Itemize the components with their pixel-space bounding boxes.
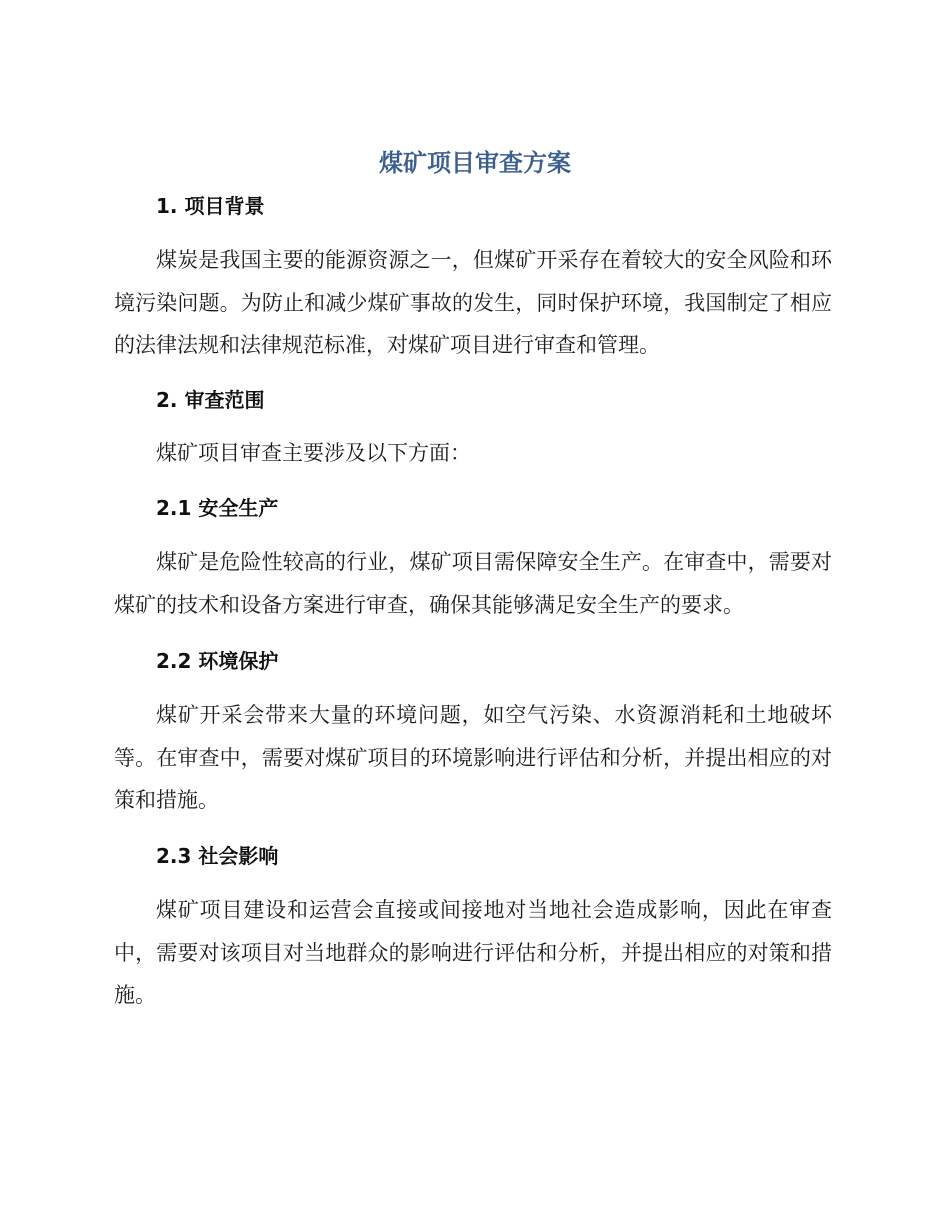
section-paragraph-safety: 煤矿是危险性较高的行业，煤矿项目需保障安全生产。在审查中，需要对煤矿的技术和设备方案进行审查，确保其能够满足安全生产的要求。 — [114, 550, 832, 617]
section-paragraph-environment: 煤矿开采会带来大量的环境问题，如空气污染、水资源消耗和土地破坏等。在审查中，需要对煤矿项目的环境影响进行评估和分析，并提出相应的对策和措施。 — [114, 703, 832, 812]
section-heading-safety: 2.1 安全生产 — [156, 496, 279, 520]
section-heading-review-scope: 2. 审查范围 — [156, 388, 265, 412]
section-paragraph-review-scope: 煤矿项目审查主要涉及以下方面： — [156, 441, 471, 465]
section-heading-social-impact: 2.3 社会影响 — [156, 844, 279, 868]
section-paragraph-social-impact: 煤矿项目建设和运营会直接或间接地对当地社会造成影响，因此在审查中，需要对该项目对当地群众的影响进行评估和分析，并提出相应的对策和措施。 — [114, 898, 832, 1007]
section-heading-background: 1. 项目背景 — [156, 194, 265, 218]
section-paragraph-background: 煤炭是我国主要的能源资源之一，但煤矿开采存在着较大的安全风险和环境污染问题。为防止和减少煤矿事故的发生，同时保护环境，我国制定了相应的法律法规和法律规范标准，对煤矿项目进行审查和管理。 — [114, 248, 832, 357]
section-heading-environment: 2.2 环境保护 — [156, 649, 279, 673]
document-title: 煤矿项目审查方案 — [379, 149, 571, 177]
